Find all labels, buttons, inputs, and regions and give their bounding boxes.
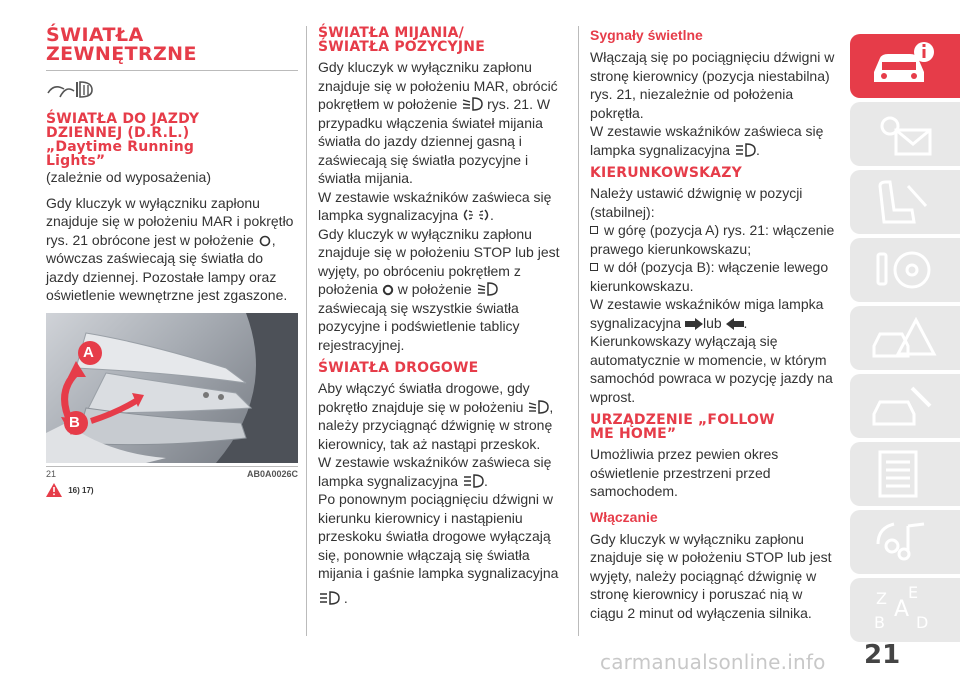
- tab-lights[interactable]: [850, 102, 960, 166]
- indicators-title: KIERUNKOWSKAZY: [590, 165, 742, 181]
- figure-number: 21: [46, 468, 57, 479]
- passing-p1-b: rys. 21. W przypadku włączenia świateł mijania światła do jazdy dziennej gasną i zaświecają się światła pozycyjne i światła mijania.: [318, 96, 551, 186]
- flash-title: Sygnały świetlne: [590, 27, 703, 43]
- drl-title: [46, 112, 298, 168]
- tab-safety[interactable]: [850, 170, 960, 234]
- drl-note: (zależnie od wyposażenia): [46, 169, 211, 185]
- low-beam-icon: [461, 97, 483, 111]
- high-beam-p3: Po ponownym pociągnięciu dźwigni w kierunku kierownicy i nastąpieniu przeskoku światła drogowe wyłączają się, ponownie włączają się światła mijania i gaśnie lampka sygnalizacyjna: [318, 491, 559, 581]
- figure-label-b: B: [69, 413, 80, 431]
- high-beam-paragraph-1: [318, 379, 568, 453]
- low-beam-icon: [476, 282, 498, 296]
- high-beam-p1-b: , należy przyciągnąć dźwignię w stronę kierownicy, tak aż nastąpi przeskok.: [318, 398, 554, 452]
- maintenance-car-icon: [868, 380, 938, 432]
- svg-text:Z: Z: [876, 589, 887, 608]
- warning-refs: [46, 483, 298, 497]
- indicators-paragraph-3: Kierunkowskazy wyłączają się automatycznie w momencie, w którym samochód powraca w pozycję jazdy na wprost.: [590, 333, 833, 405]
- warning-triangle-icon: [46, 483, 62, 497]
- passing-p3-c: zaświecają się wszystkie światła pozycyjne i podświetlenie tablicy rejestracyjnej.: [318, 299, 520, 353]
- flash-p2-a: W zestawie wskaźników zaświeca się lampka sygnalizacyjna: [590, 123, 824, 158]
- flash-paragraph-1: Włączają się po pociągnięciu dźwigni w stronę kierownicy (pozycja niestabilna) rys. 21, niezależnie od położenia pokrętła.: [590, 49, 835, 121]
- section-title-line2: ZEWNĘTRZNE: [46, 43, 197, 65]
- drl-title-line4: Lights”: [46, 153, 106, 169]
- off-position-icon: [382, 284, 394, 296]
- svg-text:D: D: [916, 613, 929, 632]
- title-divider: [46, 70, 298, 71]
- page-number: 21: [864, 640, 901, 670]
- drl-title-line1: ŚWIATŁA DO JAZDY: [46, 111, 200, 127]
- drl-paragraph: [46, 194, 298, 305]
- figure-image: [46, 313, 298, 463]
- indicators-paragraph-1: Należy ustawić dźwignię w pozycji (stabilnej):: [590, 185, 803, 220]
- car-info-icon: [868, 40, 938, 92]
- seat-airbag-icon: [868, 176, 938, 228]
- follow-me-paragraph-2: Gdy kluczyk w wyłączniku zapłonu znajduje się w położeniu STOP lub jest wyjęty, należy pociągnąć dźwignię w stronę kierownicy i poruszać nią w ciągu 2 minut od wyłączenia silnika.: [590, 530, 832, 621]
- section-title-line1: ŚWIATŁA: [46, 24, 144, 46]
- passing-title: [318, 26, 568, 54]
- figure-label-a: A: [83, 343, 94, 361]
- passing-p2-b: .: [489, 207, 494, 223]
- emergency-icon: [868, 312, 938, 364]
- figure-caption: [46, 466, 298, 479]
- indicators-p2-a: W zestawie wskaźników miga lampka sygnalizacyjna: [590, 296, 824, 331]
- indicators-p2-b: .: [743, 314, 748, 331]
- tab-technical[interactable]: [850, 442, 960, 506]
- high-beam-icon: [734, 143, 756, 157]
- watermark: carmanualsonline.info: [600, 650, 826, 674]
- follow-me-title-line1: URZĄDZENIE „FOLLOW: [590, 412, 775, 428]
- passing-p3-b: w położenie: [397, 281, 472, 297]
- tab-index[interactable]: [850, 578, 960, 642]
- tab-multimedia[interactable]: [850, 510, 960, 574]
- passing-p2-a: W zestawie wskaźników zaświeca się lampka sygnalizacyjna: [318, 188, 552, 223]
- indicators-bullet-1: [590, 221, 836, 258]
- right-turn-arrow-icon: [685, 318, 703, 330]
- follow-me-subtitle: Włączanie: [590, 508, 658, 525]
- drl-position-icon: [258, 235, 272, 247]
- column-drl: [46, 26, 298, 497]
- high-beam-icon: [462, 474, 484, 488]
- high-beam-title: ŚWIATŁA DROGOWE: [318, 360, 479, 376]
- drl-text-a: Gdy kluczyk w wyłączniku zapłonu znajduje się w położeniu MAR i pokrętło rys. 21 obrócone jest w położenie: [46, 194, 294, 248]
- svg-text:E: E: [908, 584, 919, 602]
- figure-code: AB0A0026C: [246, 468, 298, 479]
- flash-paragraph-2: [590, 122, 836, 159]
- column-divider-1: [306, 26, 307, 636]
- section-title: [46, 26, 298, 64]
- high-beam-p3-end: .: [343, 589, 348, 606]
- indicators-p2-lub: lub: [702, 314, 722, 331]
- passing-paragraph-3: [318, 225, 568, 355]
- high-beam-paragraph-2: [318, 453, 568, 490]
- high-beam-p1-a: Aby włączyć światła drogowe, gdy pokrętło znajduje się w położeniu: [318, 380, 530, 415]
- drl-title-line3: „Daytime Running: [46, 139, 195, 155]
- alphabet-index-icon: [868, 584, 938, 636]
- lights-envelope-icon: [868, 108, 938, 160]
- follow-me-title-line2: ME HOME”: [590, 426, 677, 442]
- drl-title-line2: DZIENNEJ (D.R.L.): [46, 125, 190, 141]
- high-beam-p2-a: W zestawie wskaźników zaświeca się lampka sygnalizacyjna: [318, 454, 552, 489]
- drl-text-b: , wówczas zaświecają się światła do jazdy dziennej. Pozostałe lampy oraz oświetlenie wewnętrzne jest zgaszone.: [46, 231, 288, 303]
- high-beam-p2-b: .: [483, 472, 488, 489]
- drl-header-icon: [46, 79, 298, 104]
- svg-text:B: B: [874, 613, 885, 632]
- indicators-bullet-2-text: w dół (pozycja B): włączenie lewego kierunkowskazu.: [590, 259, 829, 294]
- passing-p1-a: Gdy kluczyk w wyłączniku zapłonu znajduje się w położeniu MAR, obrócić pokrętłem w położenie: [318, 59, 558, 112]
- warning-refs-text: 16) 17): [68, 485, 94, 495]
- column-divider-2: [578, 26, 579, 636]
- follow-me-title: [590, 413, 836, 441]
- indicators-paragraph-2: [590, 295, 836, 332]
- column-signals: [590, 26, 836, 622]
- high-beam-icon: [318, 589, 568, 608]
- steering-key-icon: [868, 244, 938, 296]
- indicators-bullet-2: [590, 258, 836, 295]
- left-turn-arrow-icon: [726, 318, 744, 330]
- passing-title-line2: ŚWIATŁA POZYCYJNE: [318, 39, 485, 55]
- low-beam-icon: [527, 400, 549, 414]
- passing-title-line1: ŚWIATŁA MIJANIA/: [318, 25, 464, 41]
- chapter-tabs: [850, 34, 960, 646]
- follow-me-paragraph-1: Umożliwia przez pewien okres oświetlenie przestrzeni przed samochodem.: [590, 446, 779, 499]
- passing-paragraph-2: [318, 188, 568, 225]
- tab-maintenance[interactable]: [850, 374, 960, 438]
- tab-vehicle-info[interactable]: [850, 34, 960, 98]
- multimedia-icon: [868, 516, 938, 568]
- svg-text:A: A: [894, 597, 910, 622]
- tab-emergency[interactable]: [850, 306, 960, 370]
- flash-p2-b: .: [755, 141, 760, 158]
- tab-driving[interactable]: [850, 238, 960, 302]
- bullet-icon: [590, 263, 598, 271]
- passing-p3-a: Gdy kluczyk w wyłączniku zapłonu znajduje się w położeniu STOP lub jest wyjęty, po obróceniu pokrętłem z położenia: [318, 225, 560, 297]
- indicators-bullet-1-text: w górę (pozycja A) rys. 21: włączenie prawego kierunkowskazu;: [590, 222, 835, 257]
- bullet-icon: [590, 226, 598, 234]
- document-list-icon: [868, 448, 938, 500]
- column-lights: [318, 26, 568, 607]
- passing-paragraph-1: [318, 58, 568, 188]
- high-beam-paragraph-3: [318, 490, 568, 607]
- position-lights-icon: [462, 208, 490, 222]
